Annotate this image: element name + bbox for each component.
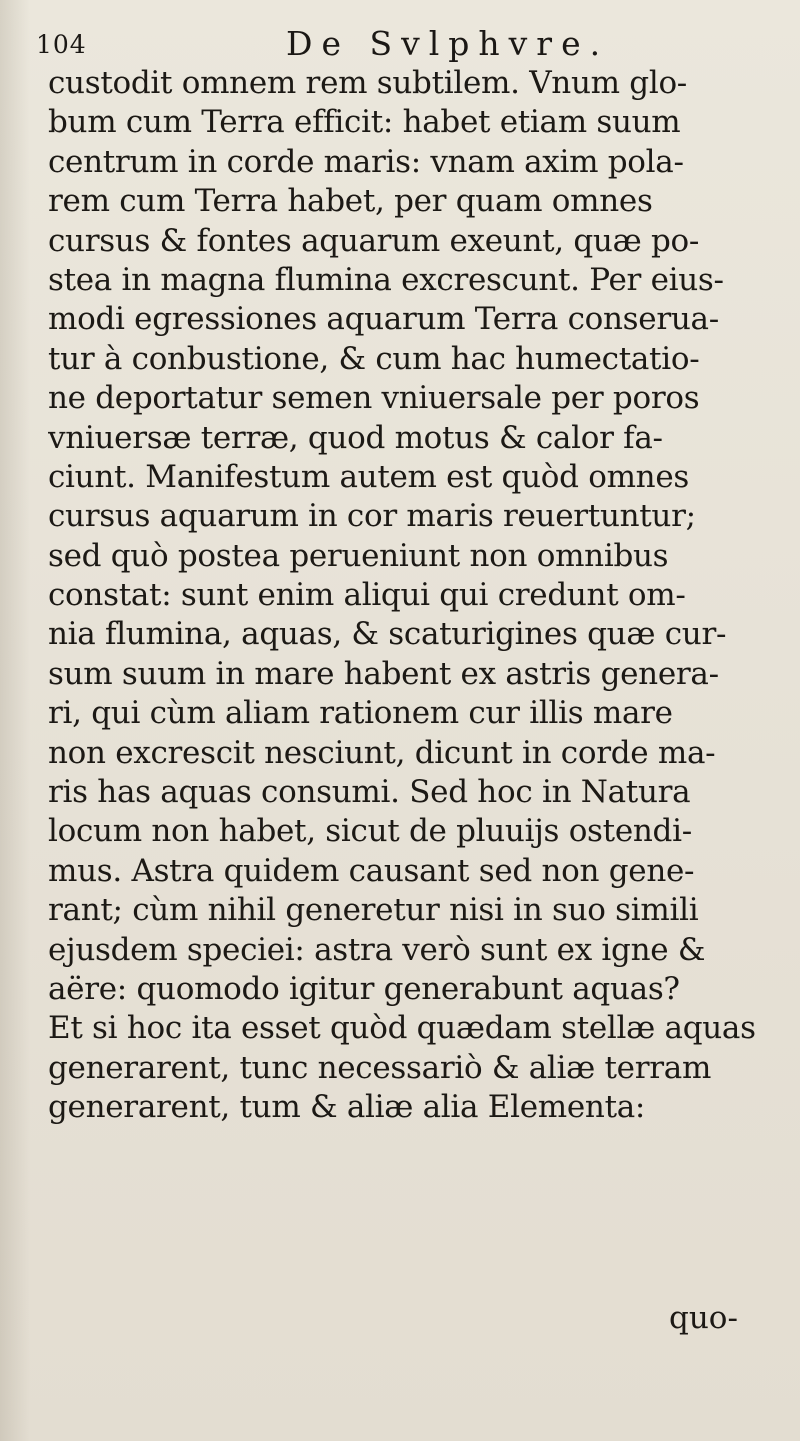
text-line: generarent, tum & aliæ alia Elementa: bbox=[48, 1089, 646, 1126]
text-line: ciunt. Manifestum autem est quòd omnes bbox=[48, 458, 689, 495]
text-line: sum suum in mare habent ex astris genera- bbox=[48, 655, 719, 692]
text-line: stea in magna flumina excrescunt. Per eius- bbox=[48, 261, 724, 298]
text-line: constat: sunt enim aliqui qui credunt om- bbox=[48, 577, 686, 614]
text-line: cursus & fontes aquarum exeunt, quæ po- bbox=[48, 222, 700, 259]
text-line: modi egressiones aquarum Terra conserua- bbox=[48, 301, 719, 338]
text-line: aëre: quomodo igitur generabunt aquas? bbox=[48, 970, 680, 1007]
text-line: vniuersæ terræ, quod motus & calor fa- bbox=[48, 419, 663, 456]
text-line: rant; cùm nihil generetur nisi in suo simili bbox=[48, 892, 699, 929]
text-line: non excrescit nesciunt, dicunt in corde ma- bbox=[48, 734, 716, 771]
body-text bbox=[48, 64, 798, 1128]
text-line: bum cum Terra efficit: habet etiam suum bbox=[48, 104, 681, 141]
text-line: mus. Astra quidem causant sed non gene- bbox=[48, 852, 695, 889]
text-line: nia flumina, aquas, & scaturigines quæ cur- bbox=[48, 616, 727, 653]
text-line: ris has aquas consumi. Sed hoc in Natura bbox=[48, 774, 691, 811]
text-line: ri, qui cùm aliam rationem cur illis mare bbox=[48, 695, 673, 732]
text-line: sed quò postea perueniunt non omnibus bbox=[48, 537, 669, 574]
text-line: rem cum Terra habet, per quam omnes bbox=[48, 183, 653, 220]
page-number: 104 bbox=[36, 30, 87, 59]
text-line: Et si hoc ita esset quòd quædam stellæ aquas bbox=[48, 1010, 756, 1047]
text-line: ejusdem speciei: astra verò sunt ex igne & bbox=[48, 931, 706, 968]
page-header bbox=[36, 20, 776, 68]
text-line: generarent, tunc necessariò & aliæ terram bbox=[48, 1049, 712, 1086]
text-line: custodit omnem rem subtilem. Vnum glo- bbox=[48, 65, 687, 101]
text-line: locum non habet, sicut de pluuijs ostendi- bbox=[48, 813, 692, 850]
text-line: centrum in corde maris: vnam axim pola- bbox=[48, 143, 684, 180]
text-line: cursus aquarum in cor maris reuertuntur; bbox=[48, 498, 696, 535]
text-line: tur à conbustione, & cum hac humectatio- bbox=[48, 340, 700, 377]
text-line: ne deportatur semen vniuersale per poros bbox=[48, 380, 700, 417]
catchword: quo- bbox=[669, 1300, 738, 1336]
running-title: De Svlphvre. bbox=[286, 24, 610, 63]
